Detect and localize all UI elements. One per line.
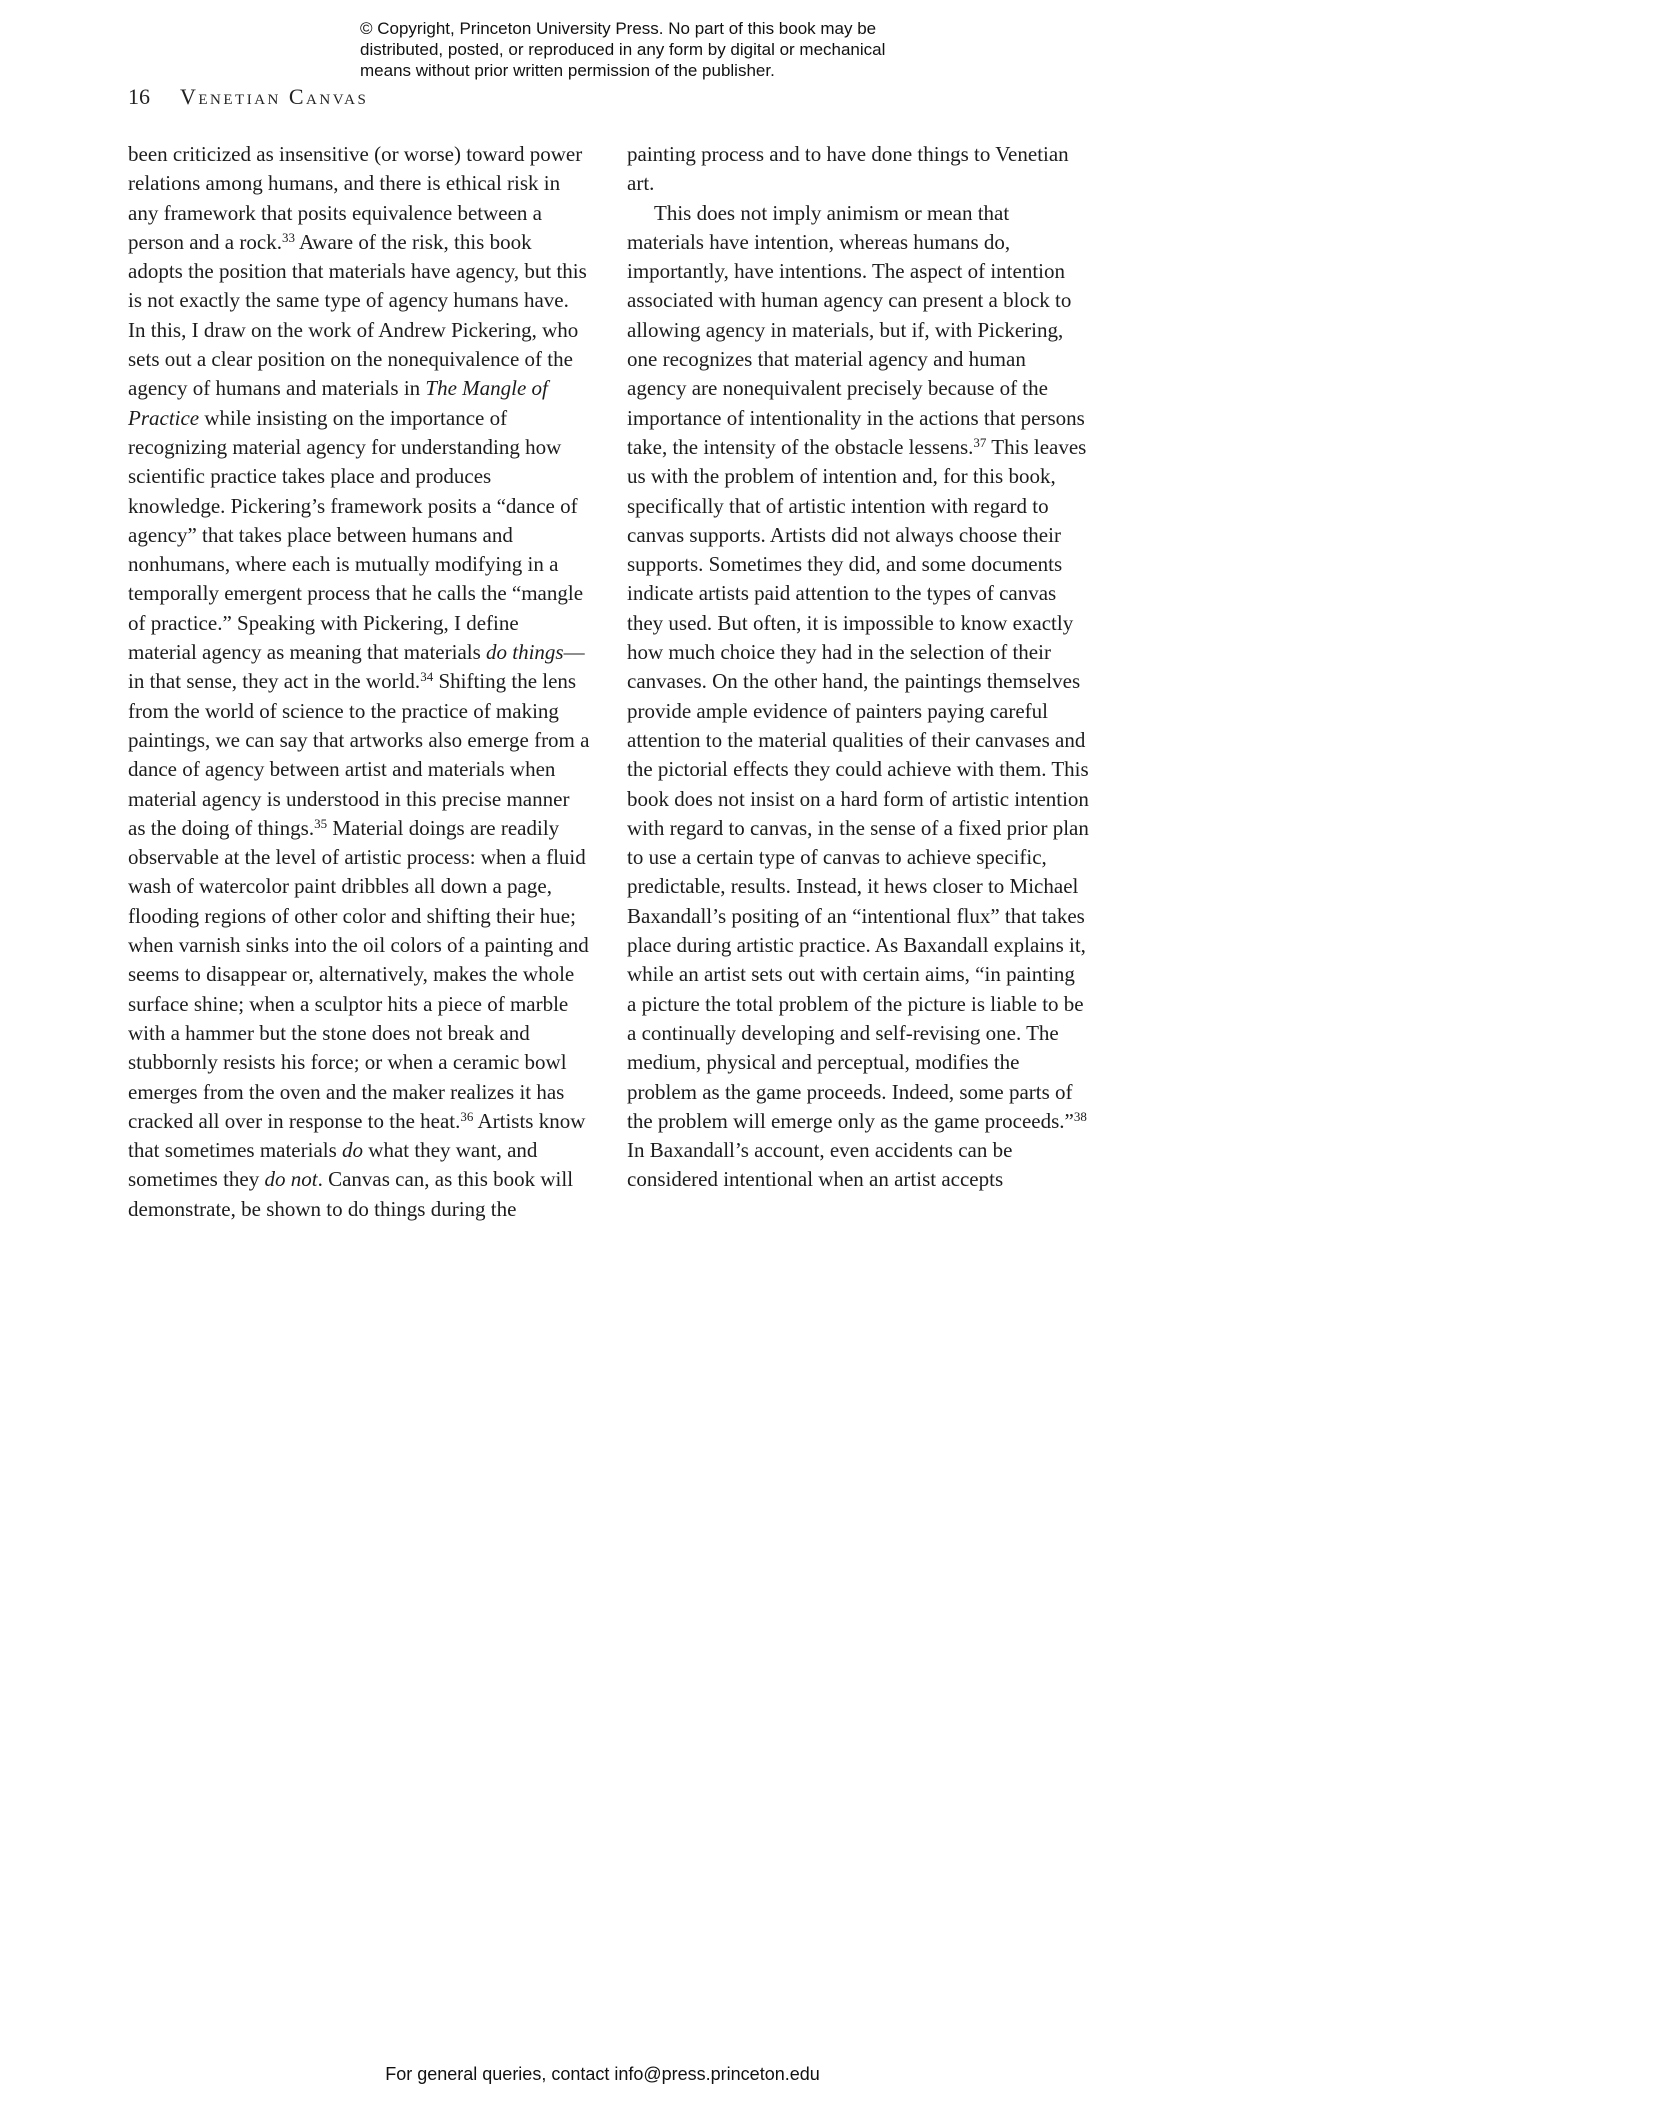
text-segment: The Mangle of Practice	[128, 376, 548, 430]
text-segment: In Baxandall’s account, even accidents can be considered intentional when an artist accepts	[627, 1138, 1013, 1192]
footnote-reference: 36	[460, 1108, 474, 1124]
text-segment: painting process and to have done things to Venetian art.	[627, 142, 1069, 196]
running-head	[128, 84, 368, 110]
copyright-line: distributed, posted, or reproduced in any form by digital or mechanical	[360, 40, 886, 59]
text-segment: do not	[264, 1167, 318, 1192]
copyright-notice	[360, 18, 885, 81]
footnote-reference: 38	[1073, 1108, 1087, 1124]
text-segment: been criticized as insensitive (or worse) toward power relations among humans, and there is ethical risk in any framework that posits equivalence between a person and a rock.	[128, 142, 583, 254]
footnote-reference: 35	[314, 815, 328, 831]
text-segment: while insisting on the importance of recognizing material agency for understanding how scientific practice takes place and produces knowledge. Pickering’s framework posits a “dance of agency” that takes place between humans and nonhumans, where each is mutually modifying in a temporally emergent process that he calls the “mangle of practice.” Speaking with Pickering, I define material agency as meaning that materials	[128, 405, 584, 665]
footnote-reference: 33	[281, 229, 295, 245]
left-column	[128, 140, 590, 1224]
text-segment: —in that sense, they act in the world.	[128, 640, 585, 694]
running-head-title: Venetian Canvas	[180, 84, 369, 109]
text-segment: This leaves us with the problem of intention and, for this book, specifically that of artistic intention with regard to canvas supports. Artists did not always choose their supports. Sometimes they did, and some documents indicate artists paid attention to the types of canvas they used. But often, it is impossible to know exactly how much choice they had in the selection of their canvases. On the other hand, the paintings themselves provide ample evidence of painters paying careful attention to the material qualities of their canvases and the pictorial effects they could achieve with them. This book does not insist on a hard form of artistic intention with regard to canvas, in the sense of a fixed prior plan to use a certain type of canvas to achieve specific, predictable, results. Instead, it hews closer to Michael Baxandall’s positing of an “intentional flux” that takes place during artistic practice. As Baxandall explains it, while an artist sets out with certain aims, “in painting a picture the total problem of the picture is liable to be a continually developing and self-revising one. The medium, physical and perceptual, modifies the problem as the game proceeds. Indeed, some parts of the problem will emerge only as the game proceeds.”	[627, 434, 1089, 1133]
copyright-line: © Copyright, Princeton University Press. No part of this book may be	[360, 19, 877, 38]
page-number: 16	[128, 84, 150, 109]
text-segment: . Canvas can, as this book will demonstrate, be shown to do things during the	[128, 1167, 574, 1221]
text-segment: do	[342, 1138, 364, 1163]
text-segment: what they want, and sometimes they	[128, 1138, 538, 1192]
text-segment: Material doings are readily observable at the level of artistic process: when a fluid wash of watercolor paint dribbles all down a page, flooding regions of other color and shifting their hue; when varnish sinks into the oil colors of a painting and seems to disappear or, alternatively, makes the whole surface shine; when a sculptor hits a piece of marble with a hammer but the stone does not break and stubbornly resists his force; or when a ceramic bowl emerges from the oven and the maker realizes it has cracked all over in response to the heat.	[128, 815, 589, 1133]
paragraph	[627, 140, 1089, 199]
footnote-reference: 37	[973, 434, 987, 450]
copyright-line: means without prior written permission of the publisher.	[360, 61, 775, 80]
text-segment: do things	[486, 640, 564, 665]
paragraph	[627, 199, 1089, 1195]
footer-queries: For general queries, contact info@press.princeton.edu	[385, 2064, 820, 2084]
text-segment: Aware of the risk, this book adopts the position that materials have agency, but this is not exactly the same type of agency humans have. In this, I draw on the work of Andrew Pickering, who sets out a clear position on the nonequivalence of the agency of humans and materials in	[128, 229, 587, 401]
text-segment: Shifting the lens from the world of science to the practice of making paintings, we can say that artworks also emerge from a dance of agency between artist and materials when material agency is understood in this precise manner as the doing of things.	[128, 669, 590, 840]
text-segment: Artists know that sometimes materials	[128, 1108, 586, 1163]
text-segment: This does not imply animism or mean that materials have intention, whereas humans do, importantly, have intentions. The aspect of intention associated with human agency can present a block to allowing agency in materials, but if, with Pickering, one recognizes that material agency and human agency are nonequivalent precisely because of the importance of intentionality in the actions that persons take, the intensity of the obstacle lessens.	[627, 200, 1085, 459]
text-block	[128, 140, 1089, 1224]
right-column	[627, 140, 1089, 1224]
footnote-reference: 34	[420, 669, 434, 685]
paragraph	[128, 140, 590, 1224]
